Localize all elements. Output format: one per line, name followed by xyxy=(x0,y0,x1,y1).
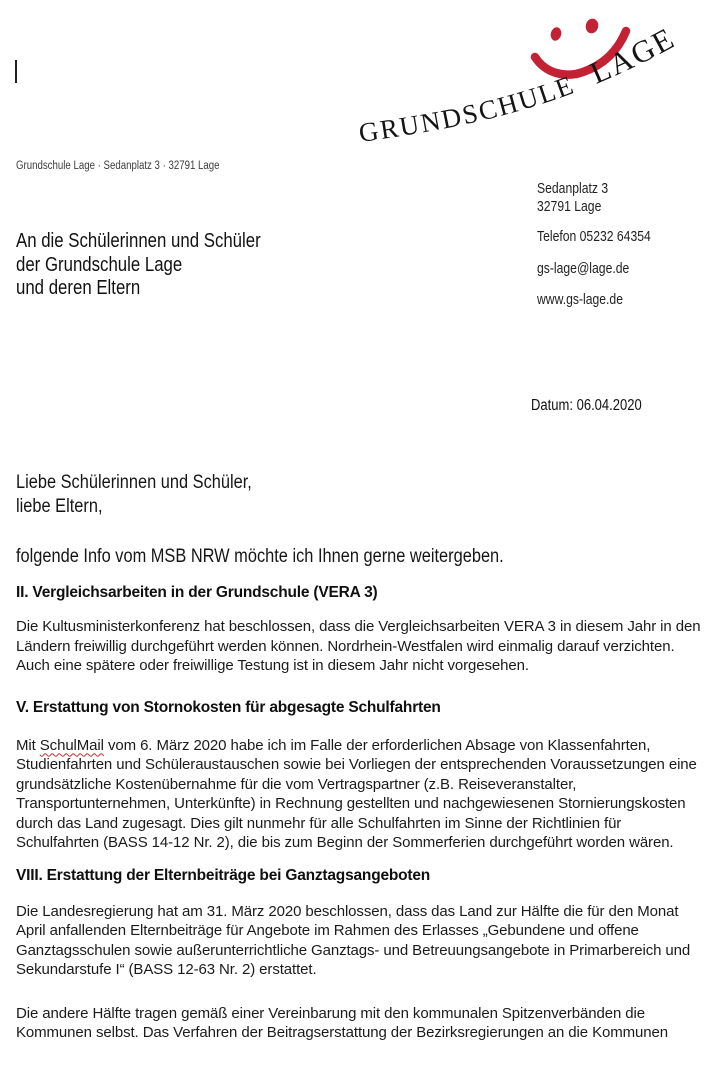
salutation xyxy=(16,470,702,518)
contact-info-block xyxy=(537,180,672,309)
recipient-address-block xyxy=(16,230,307,301)
contact-street: Sedanplatz 3 xyxy=(537,181,609,197)
logo-word-lage: LAGE xyxy=(584,19,681,91)
letter-date: Datum: 06.04.2020 xyxy=(531,397,642,414)
section-paragraph: Mit SchulMail vom 6. März 2020 habe ich im Falle der erforderlichen Absage von Klassenfahrten, Studienfahrten und Schüleraustauschen sowie bei Vorliegen der entsprechenden Voraussetzungen eine grundsätzliche Kostenübernahme für die vom Vertragspartner (z.B. Reiseveranstalter, Transportunternehmen, Unterkünfte) in Rechnung gestellten und nachgewiesenen Stornierungskosten durch das Land zugesagt. Dies gilt nunmehr für alle Schulfahrten im Sinne der Richtlinien für Schulfahrten (BASS 14-12 Nr. 2), die bis zum Beginn der Sommerferien durchgeführt worden wären. xyxy=(16,736,697,851)
spellcheck-underline: SchulMail xyxy=(39,736,104,754)
salutation-line: Liebe Schülerinnen und Schüler, xyxy=(16,471,252,493)
section-paragraph: Die Landesregierung hat am 31. März 2020 beschlossen, dass das Land zur Hälfte die für den Monat April anfallenden Elternbeiträge für Angebote im Rahmen des Erlasses „Gebundene und offene Ganztagsschulen sowie außerunterrichtliche Ganztags- und Betreuungsangebote in Primarbereich und Sekundarstufe I“ (BASS 12-63 Nr. 2) erstattet. xyxy=(16,902,691,978)
text-cursor[interactable] xyxy=(15,60,17,83)
salutation-line: liebe Eltern, xyxy=(16,495,103,517)
logo-word-grundschule: GRUNDSCHULE xyxy=(356,69,579,148)
recipient-line: der Grundschule Lage xyxy=(16,253,183,276)
contact-website: www.gs-lage.de xyxy=(537,292,623,308)
section-paragraph: Die andere Hälfte tragen gemäß einer Vereinbarung mit den kommunalen Spitzenverbänden die Kommunen selbst. Das Verfahren der Beitragserstattung der Bezirksregierungen an die Kommunen xyxy=(16,1004,668,1041)
intro-sentence: folgende Info vom MSB NRW möchte ich Ihnen gerne weitergeben. xyxy=(16,545,504,567)
letter-body xyxy=(16,470,702,1043)
contact-phone: Telefon 05232 64354 xyxy=(537,229,651,245)
recipient-line: An die Schülerinnen und Schüler xyxy=(16,230,261,252)
section-paragraph: Die Kultusministerkonferenz hat beschlossen, dass die Vergleichsarbeiten VERA 3 in diesem Jahr in den Ländern freiwillig durchgeführt werden können. Nordrhein-Westfalen wird einmalig darauf verzichten. Auch eine spätere oder freiwillige Testung ist in diesem Jahr nicht vorgesehen. xyxy=(16,618,701,674)
section-heading-elternbeitraege: VIII. Erstattung der Elternbeiträge bei Ganztagsangeboten xyxy=(16,866,431,884)
sender-return-address: Grundschule Lage · Sedanplatz 3 · 32791 Lage xyxy=(16,160,220,172)
school-logo-text xyxy=(357,20,681,148)
contact-city: 32791 Lage xyxy=(537,199,602,215)
school-logo xyxy=(350,0,709,170)
recipient-line: und deren Eltern xyxy=(16,277,141,299)
section-heading-vera3: II. Vergleichsarbeiten in der Grundschule (VERA 3) xyxy=(16,584,378,601)
contact-email: gs-lage@lage.de xyxy=(537,261,630,277)
section-heading-stornokosten: V. Erstattung von Stornokosten für abgesagte Schulfahrten xyxy=(16,698,441,716)
